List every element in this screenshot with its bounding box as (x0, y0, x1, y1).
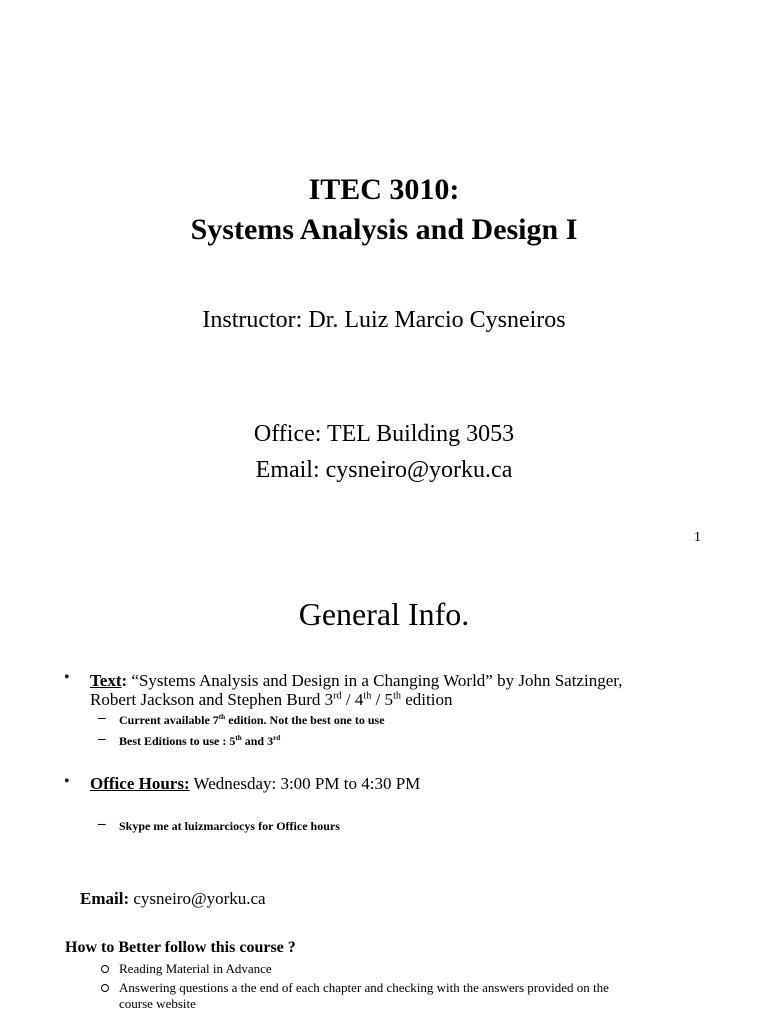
dash-3: – (98, 816, 106, 832)
dash-1: – (98, 710, 106, 726)
office-hours-label: Office Hours: (90, 774, 190, 793)
bullet-text: • (64, 669, 70, 686)
follow-heading: How to Better follow this course ? (65, 939, 296, 956)
follow-item-1: Reading Material in Advance (119, 961, 272, 976)
instructor-line: Instructor: Dr. Luiz Marcio Cysneiros (202, 307, 566, 333)
text-book: “Systems Analysis and Design in a Changing World” by John Satzinger, (131, 671, 623, 690)
email-line: Email: cysneiro@yorku.ca (255, 457, 513, 483)
edition-note-2: Best Editions to use : 5th and 3rd (119, 734, 281, 748)
office-hours-line (90, 773, 420, 794)
text-label: Text (90, 671, 122, 690)
text-line-2: Robert Jackson and Stephen Burd 3rd / 4th / 5th edition (90, 690, 453, 709)
follow-item-2: Answering questions a the end of each chapter and checking with the answers provided on the (119, 980, 609, 995)
page-number: 1 (694, 530, 701, 545)
email-info (80, 888, 266, 909)
course-code: ITEC 3010: (308, 173, 460, 206)
office-line: Office: TEL Building 3053 (253, 421, 515, 447)
general-info-heading: General Info. (298, 596, 470, 632)
office-hours-value: Wednesday: 3:00 PM to 4:30 PM (189, 774, 421, 793)
circle-bullet-1 (101, 965, 109, 973)
text-line-1: Text: “Systems Analysis and Design in a Changing World” by John Satzinger, (90, 671, 623, 690)
skype-note: Skype me at luizmarciocys for Office hours (119, 819, 340, 833)
email-label: Email: (80, 889, 130, 908)
edition-note-1: Current available 7th edition. Not the best one to use (119, 713, 385, 727)
email-value: cysneiro@yorku.ca (129, 889, 266, 908)
circle-bullet-2 (101, 984, 109, 992)
course-title: Systems Analysis and Design I (190, 213, 578, 246)
follow-item-2-cont: course website (119, 996, 196, 1011)
dash-2: – (98, 731, 106, 747)
bullet-office-hours: • (64, 773, 70, 790)
